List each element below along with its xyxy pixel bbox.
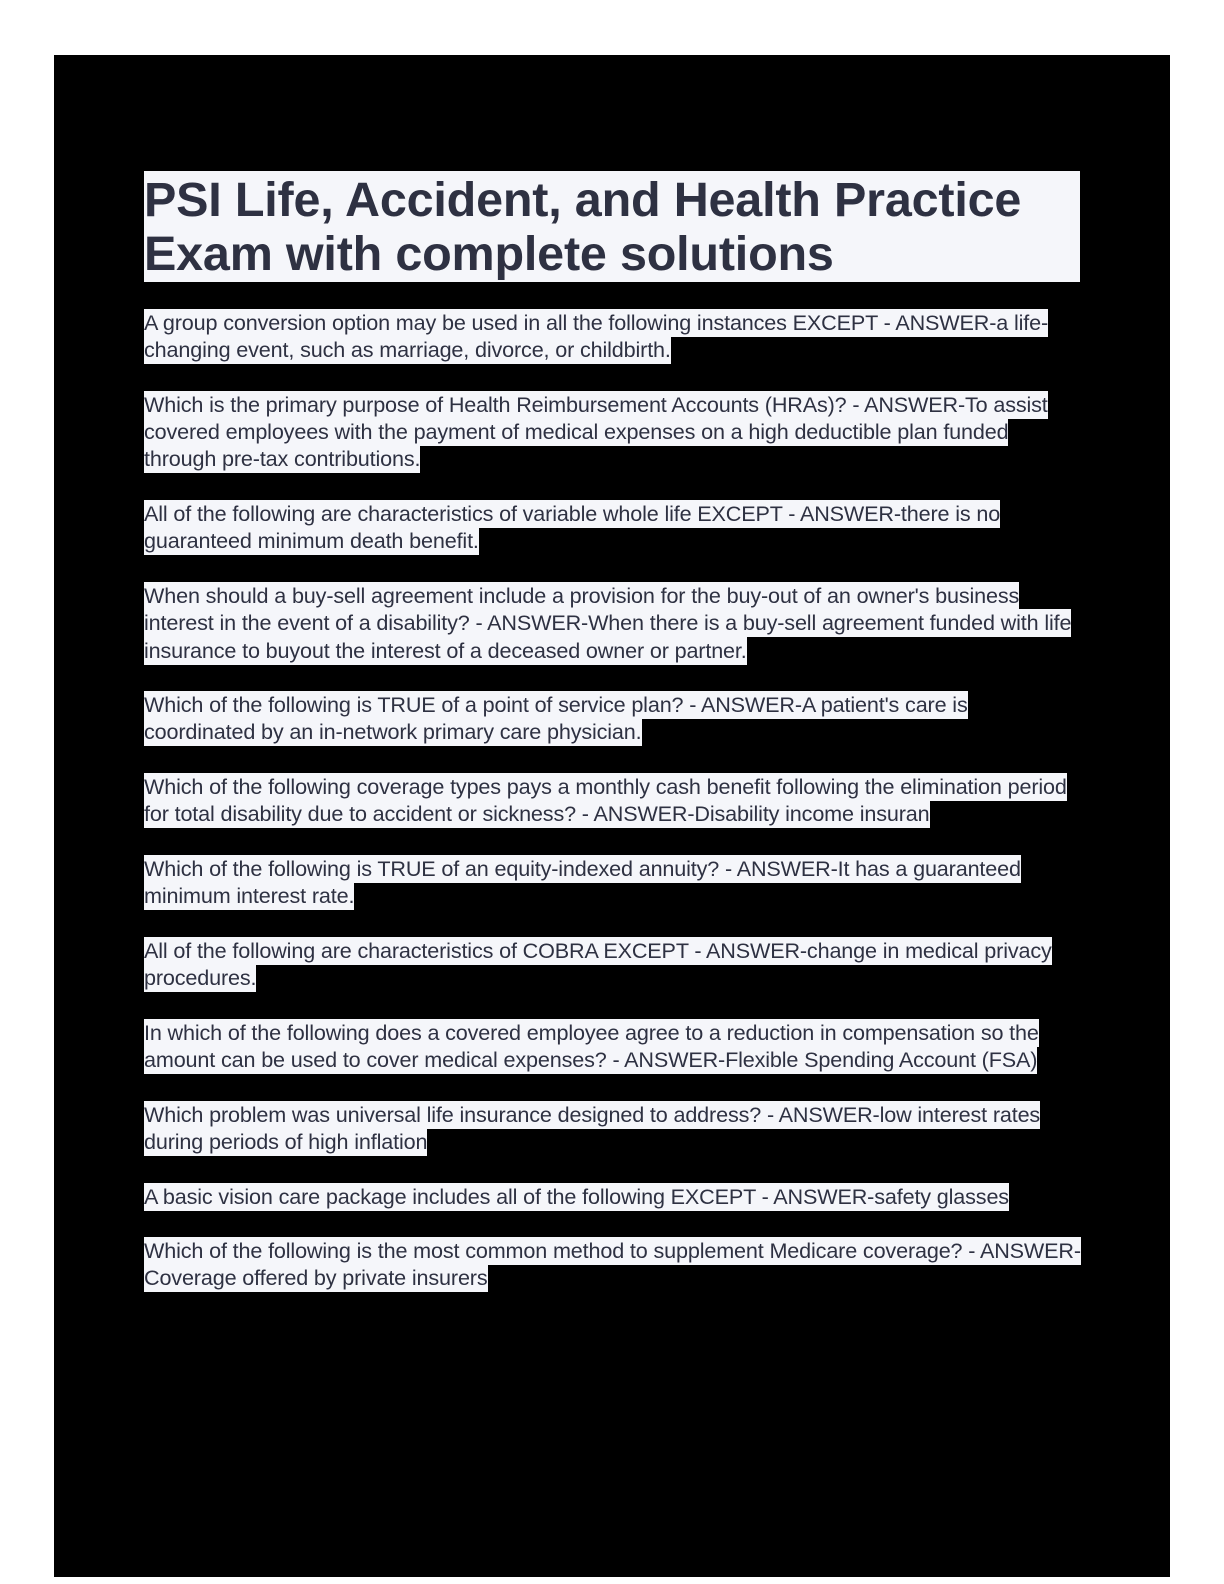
qa-item-9 — [144, 1019, 1084, 1074]
qa-text: Which of the following is TRUE of an equity-indexed annuity? - ANSWER-It has a guaranteed minimum interest rate. — [144, 855, 1021, 909]
qa-text: Which is the primary purpose of Health Reimbursement Accounts (HRAs)? - ANSWER-To assist covered employees with the payment of medical expenses on a high deductible plan funded through pre-tax contributions. — [144, 391, 1048, 472]
qa-item-5 — [144, 691, 1084, 746]
qa-item-7 — [144, 855, 1084, 910]
qa-item-8 — [144, 937, 1084, 992]
qa-text: Which of the following coverage types pays a monthly cash benefit following the elimination period for total disability due to accident or sickness? - ANSWER-Disability income insuran — [144, 774, 1067, 827]
qa-item-6 — [144, 773, 1084, 828]
page-content — [144, 171, 1084, 1319]
qa-text: All of the following are characteristics of variable whole life EXCEPT - ANSWER-there is no guaranteed minimum death benefit. — [144, 501, 1001, 554]
qa-text: When should a buy-sell agreement include a provision for the buy-out of an owner's business interest in the event of a disability? - ANSWER-When there is a buy-sell agreement funded with life insurance to buyout the interest of a deceased owner or partner. — [144, 582, 1072, 663]
qa-list — [144, 309, 1084, 1292]
title-block — [144, 171, 1080, 282]
qa-text: In which of the following does a covered employee agree to a reduction in compensation so the amount can be used to cover medical expenses? - ANSWER-Flexible Spending Account (FSA) — [144, 1019, 1039, 1073]
qa-text: Which of the following is TRUE of a point of service plan? - ANSWER-A patient's care is coordinated by an in-network primary care physician. — [144, 692, 968, 745]
qa-text: Which problem was universal life insurance designed to address? - ANSWER-low interest rates during periods of high inflation — [144, 1101, 1041, 1154]
qa-item-1 — [144, 309, 1084, 364]
qa-item-2 — [144, 391, 1084, 473]
title-line-2: Exam with complete solutions — [144, 227, 834, 281]
qa-item-11 — [144, 1183, 1084, 1210]
qa-item-4 — [144, 582, 1084, 664]
page-title — [144, 173, 1080, 281]
qa-text: A basic vision care package includes all of the following EXCEPT - ANSWER-safety glasses — [144, 1183, 1009, 1209]
qa-text: All of the following are characteristics of COBRA EXCEPT - ANSWER-change in medical privacy procedures. — [144, 937, 1052, 991]
qa-item-3 — [144, 500, 1084, 555]
qa-item-12 — [144, 1237, 1084, 1292]
qa-text: A group conversion option may be used in all the following instances EXCEPT - ANSWER-a life-changing event, such as marriage, divorce, or childbirth. — [144, 310, 1048, 363]
document-page — [54, 55, 1170, 1577]
qa-item-10 — [144, 1101, 1084, 1156]
qa-text: Which of the following is the most common method to supplement Medicare coverage? - ANSWER-Coverage offered by private insurers — [144, 1238, 1081, 1291]
title-line-1: PSI Life, Accident, and Health Practice — [144, 173, 1022, 227]
